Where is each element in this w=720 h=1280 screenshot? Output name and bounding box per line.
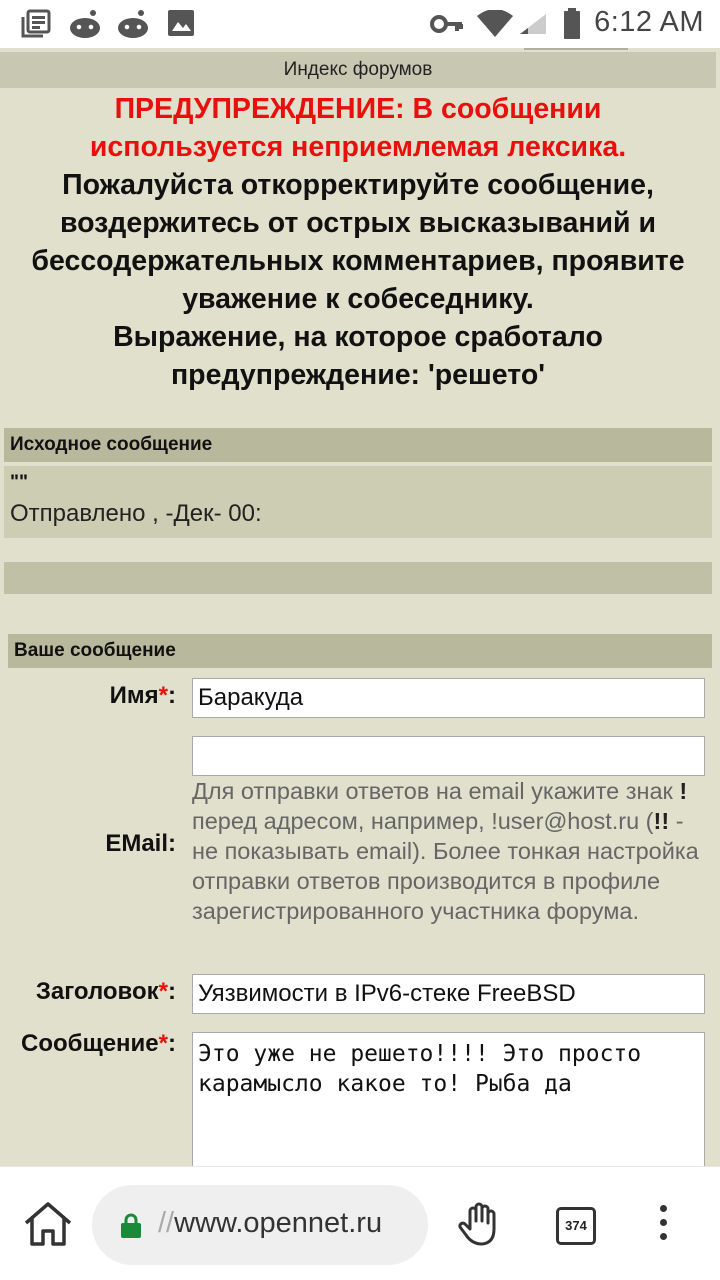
warning-body: Пожалуйста откорректируйте сообщение, воздержитесь от острых высказываний и бессодержательных комментариев, проявите уважение к собеседнику. — [31, 169, 685, 315]
tab-switcher-button[interactable] — [556, 1207, 596, 1245]
warning-title: ПРЕДУПРЕЖДЕНИЕ: В сообщении используется неприемлемая лексика. — [89, 93, 627, 163]
hand-icon[interactable] — [456, 1201, 502, 1247]
lock-icon — [120, 1213, 142, 1239]
email-hint-double-bang: !! — [653, 808, 670, 834]
email-label: EMail: — [105, 830, 176, 857]
original-sent-info: Отправлено , -Дек- 00: — [10, 500, 262, 527]
email-hint — [192, 776, 712, 926]
url-text[interactable] — [158, 1207, 382, 1240]
forum-index-link[interactable] — [0, 52, 716, 88]
original-quote: "" — [10, 472, 29, 493]
email-hint-part3: - не показывать email). Более тонкая настройка отправки ответов производится в профиле зарегистрированного участника форума. — [192, 808, 699, 924]
web-page — [0, 48, 720, 1166]
email-hint-part1: Для отправки ответов на email укажите знак — [192, 778, 673, 804]
email-field[interactable] — [192, 736, 705, 776]
original-message-title: Исходное сообщение — [10, 434, 213, 455]
email-hint-bang: ! — [679, 778, 688, 804]
browser-toolbar — [0, 1166, 720, 1280]
message-textarea[interactable]: Это уже не решето!!!! Это просто карамысло какое то! Рыба да — [192, 1032, 705, 1166]
message-label-text: Сообщение — [20, 1030, 159, 1057]
status-bar — [0, 0, 720, 48]
home-icon[interactable] — [22, 1201, 74, 1247]
colon: : — [168, 682, 176, 709]
original-message-body — [4, 466, 712, 538]
forum-index-link-text[interactable]: Индекс форумов — [283, 59, 433, 80]
warning-trigger: Выражение, на которое сработало предупреждение: 'решето' — [113, 321, 603, 391]
wifi-icon — [476, 10, 514, 38]
reddit-icon — [68, 8, 102, 40]
subject-label-text: Заголовок — [35, 978, 159, 1005]
name-label — [40, 682, 176, 710]
required-mark: * — [158, 1030, 168, 1057]
email-hint-part2: перед адресом, например, !user@host.ru ( — [192, 808, 654, 834]
your-message-header — [8, 634, 712, 668]
reddit-icon — [116, 8, 150, 40]
clock: 6:12 AM — [594, 6, 704, 38]
empty-section-bar — [4, 562, 712, 594]
required-mark: * — [158, 682, 168, 709]
tab-count: 374 — [565, 1218, 587, 1233]
warning-message — [0, 90, 716, 394]
name-field[interactable]: Баракуда — [192, 678, 705, 718]
signal-icon — [518, 12, 548, 36]
colon: : — [168, 1030, 176, 1057]
subject-field[interactable]: Уязвимости в IPv6-стеке FreeBSD — [192, 974, 705, 1014]
your-message-title: Ваше сообщение — [14, 640, 176, 661]
address-bar[interactable] — [92, 1185, 428, 1265]
battery-icon — [562, 8, 582, 40]
message-label — [8, 1030, 176, 1058]
image-icon — [166, 8, 196, 38]
url-domain: www.opennet.ru — [174, 1207, 383, 1239]
scroll-indicator — [524, 48, 628, 50]
news-icon — [20, 8, 52, 40]
colon: : — [168, 978, 176, 1005]
original-message-header — [4, 428, 712, 462]
overflow-menu-icon[interactable] — [660, 1205, 668, 1247]
subject-label — [10, 978, 176, 1006]
name-label-text: Имя — [109, 682, 159, 709]
key-icon — [430, 12, 464, 36]
required-mark: * — [158, 978, 168, 1005]
url-prefix: // — [158, 1207, 175, 1239]
